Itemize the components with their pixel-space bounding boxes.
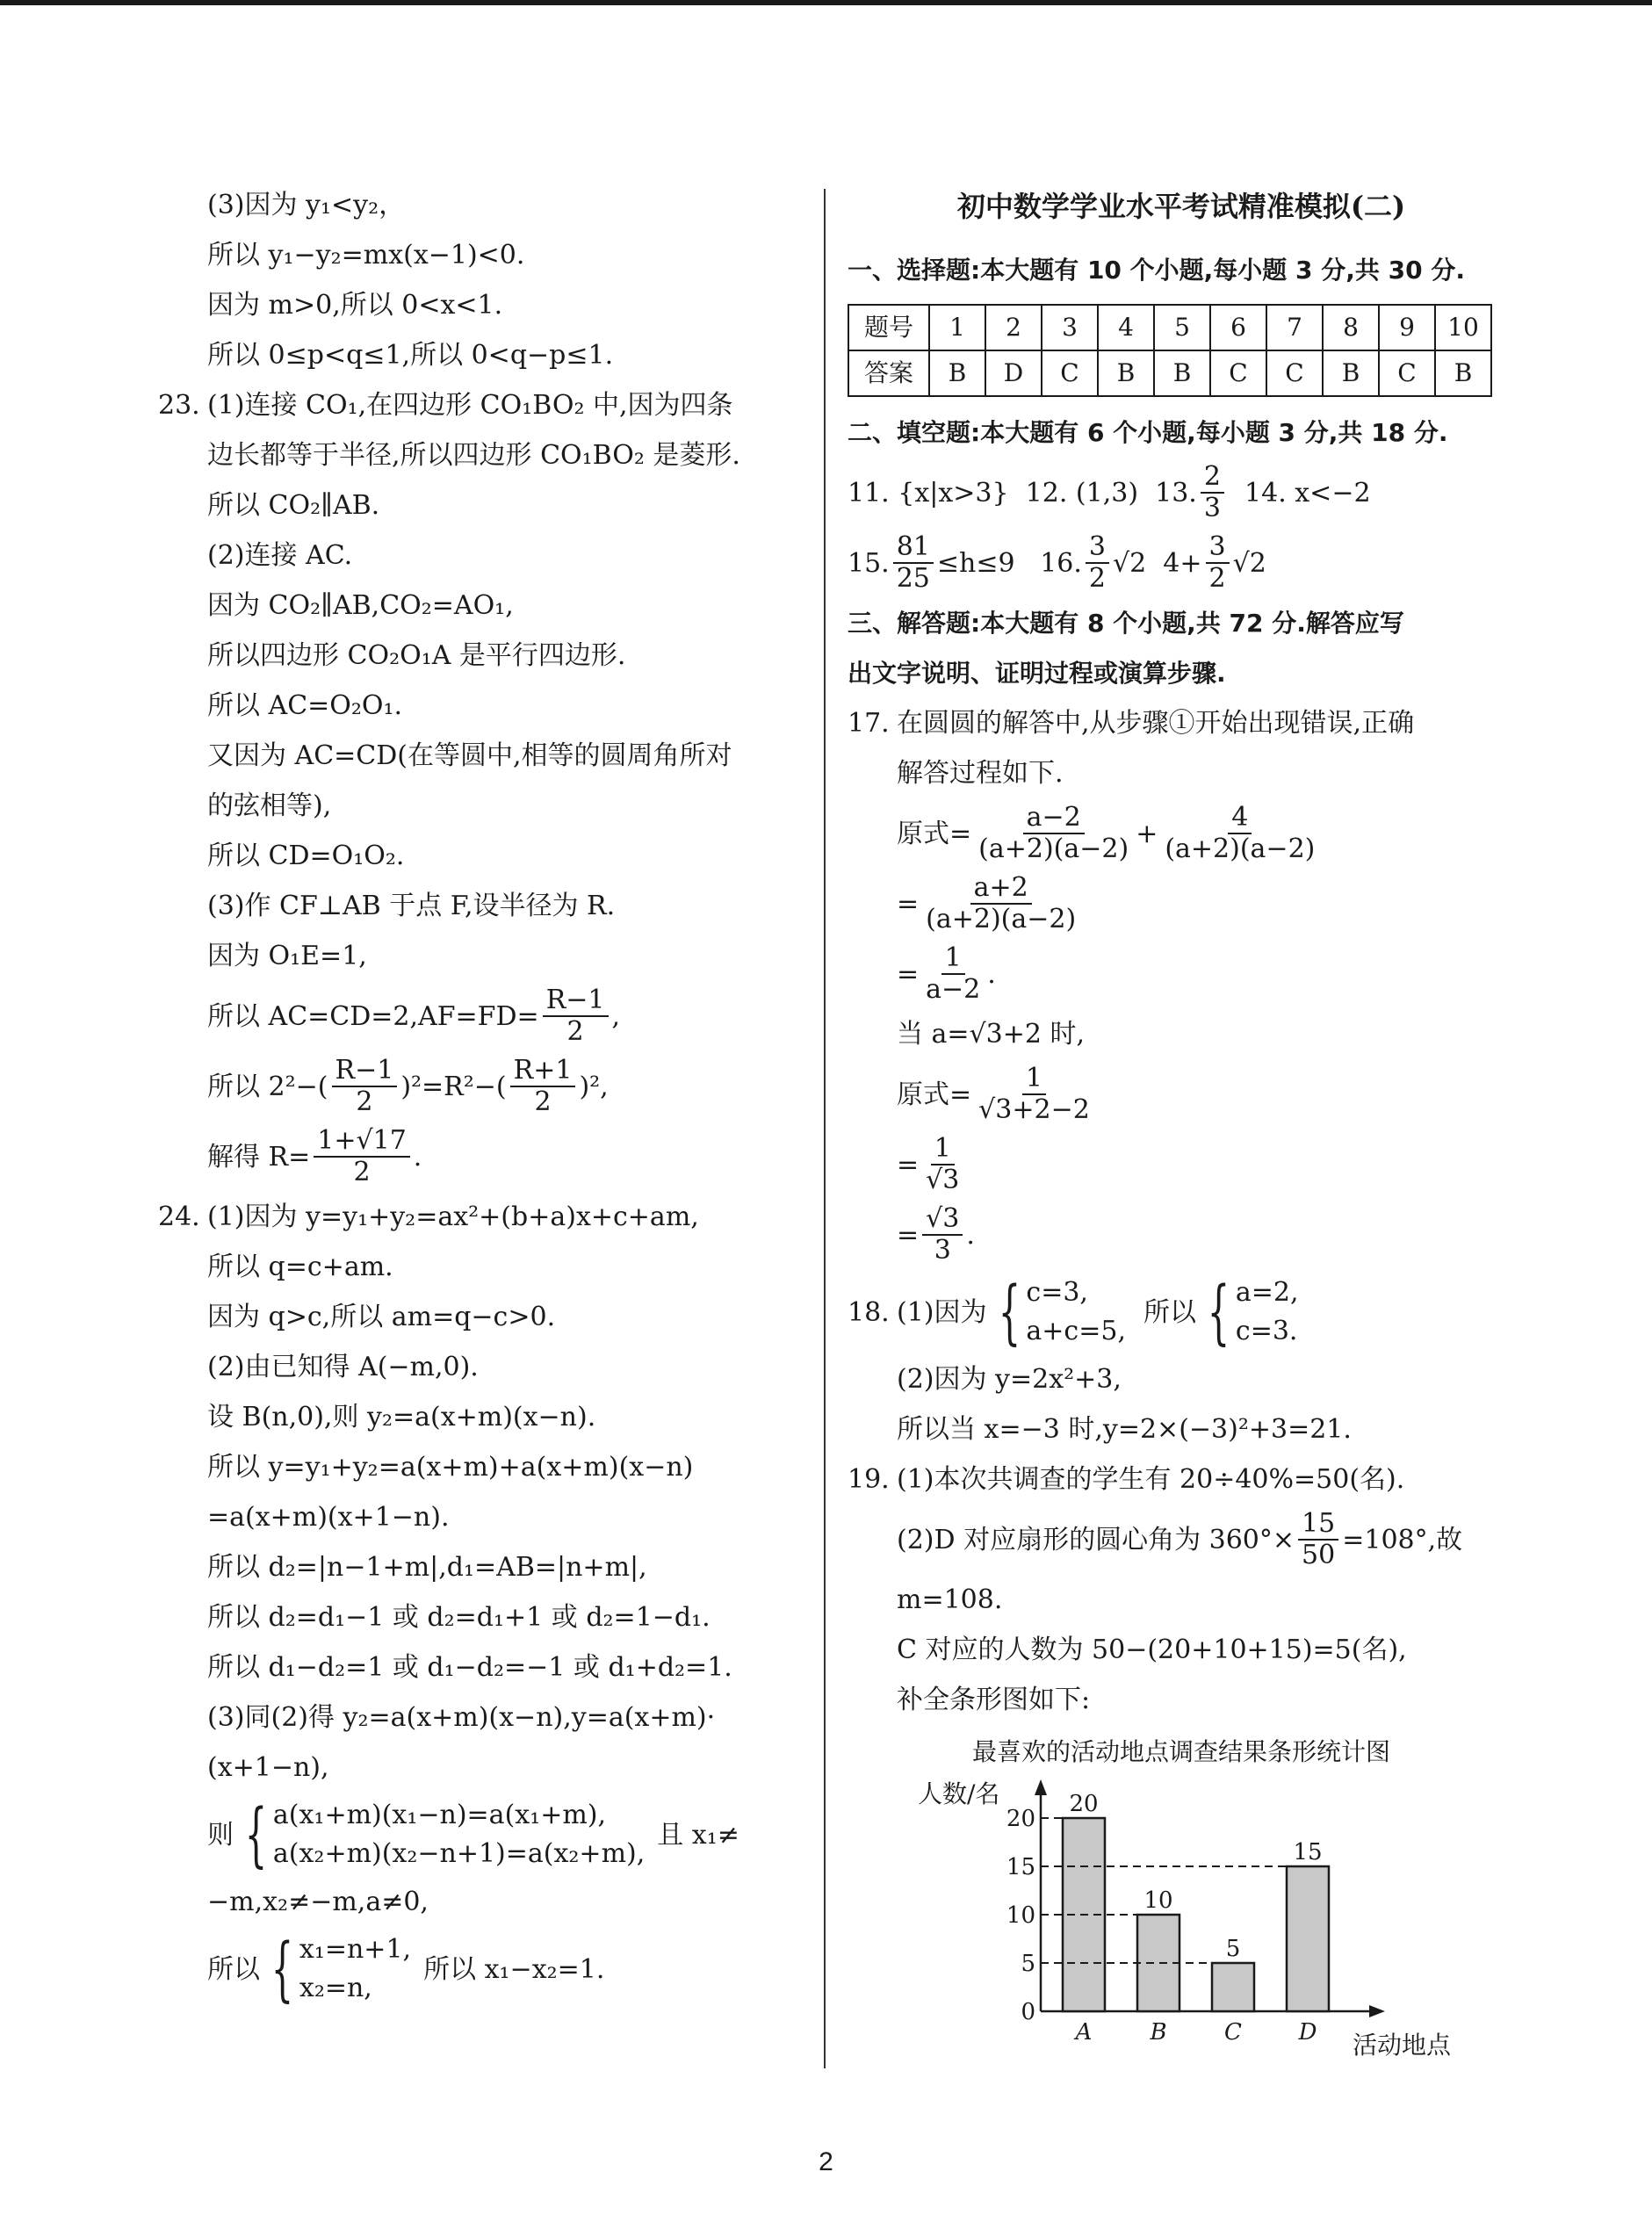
text-line: (3)作 CF⊥AB 于点 F,设半径为 R.: [207, 891, 616, 921]
answer-11: 11. {x|x>3}: [848, 477, 1009, 509]
y-tick-label: 5: [1021, 1951, 1035, 1977]
numerator: 1: [941, 943, 965, 975]
fraction: [975, 1064, 1093, 1125]
text: .: [987, 958, 996, 990]
numerator: 1: [931, 1134, 955, 1165]
text-line: 解答过程如下.: [897, 758, 1064, 789]
question-number: 18.: [848, 1296, 890, 1328]
table-row: [848, 350, 1491, 396]
text-line: 解得 R=: [207, 1141, 311, 1173]
numerator: R+1: [510, 1056, 576, 1087]
text-line: 所以当 x=−3 时,y=2×(−3)²+3=21.: [897, 1414, 1352, 1445]
table-cell: C: [1266, 350, 1323, 396]
fraction: [1201, 462, 1224, 523]
denominator: (a+2)(a−2): [978, 833, 1129, 864]
text-line: =a(x+m)(x+1−n).: [207, 1502, 450, 1533]
text-line: 且 x₁≠: [657, 1819, 739, 1851]
y-tick-label: 20: [1006, 1806, 1035, 1832]
equation-system: { a(x₁+m)(x₁−n)=a(x₁+m), a(x₂+m)(x₂−n+1)=a(x₂+m),: [244, 1793, 646, 1875]
text-line: (2)由已知得 A(−m,0).: [207, 1352, 479, 1382]
fraction: [922, 873, 1079, 934]
numerator: R−1: [332, 1056, 398, 1087]
formula-line: [158, 1122, 808, 1192]
fraction: [893, 532, 934, 594]
text: +: [1136, 818, 1158, 849]
top-border: [0, 0, 1652, 5]
bar-chart: [848, 1774, 1462, 2064]
text-line: 所以四边形 CO₂O₁A 是平行四边形.: [207, 640, 626, 671]
formula-line: [848, 798, 1515, 869]
right-column: [848, 180, 1515, 2064]
text-line: 所以 2²−(: [207, 1071, 328, 1102]
text: (1)因为: [897, 1296, 987, 1328]
equation: a=2,: [1235, 1277, 1299, 1308]
text-line: (1)因为 y=y₁+y₂=ax²+(b+a)x+c+am,: [207, 1201, 699, 1232]
table-cell: 3: [1042, 305, 1098, 350]
numerator: 2: [1201, 462, 1224, 494]
text: 原式=: [897, 1079, 972, 1110]
denominator: 50: [1302, 1540, 1336, 1570]
numerator: 15: [1298, 1509, 1338, 1541]
fraction: [314, 1126, 410, 1187]
category-label: A: [1075, 2019, 1093, 2046]
text-line: 当 a=√3+2 时,: [897, 1019, 1086, 1050]
denominator: 2: [1208, 563, 1226, 594]
text-line: )²=R²−(: [400, 1071, 507, 1102]
y-tick-label: 15: [1006, 1854, 1035, 1880]
fraction: [543, 985, 609, 1047]
table-cell: 2: [985, 305, 1042, 350]
text-line: m=108.: [897, 1584, 1003, 1615]
table-cell: 6: [1210, 305, 1266, 350]
formula-line: [848, 869, 1515, 939]
table-cell: 10: [1435, 305, 1491, 350]
text-line: 因为 m>0,所以 0<x<1.: [207, 290, 503, 321]
denominator: a−2: [926, 974, 981, 1005]
denominator: 2: [534, 1086, 552, 1117]
formula-line: [158, 1051, 808, 1122]
chart-title: 最喜欢的活动地点调查结果条形统计图: [971, 1737, 1390, 1766]
formula-line: 所以 AC=CD=2,AF=FD= $\frac{R-1}{2}$ ,: [207, 985, 621, 1047]
numerator: √3: [922, 1204, 963, 1236]
denominator: 2: [356, 1086, 373, 1117]
data-label: 10: [1143, 1887, 1173, 1914]
text-line: 因为 CO₂∥AB,CO₂=AO₁,: [207, 590, 514, 621]
formula-line: [848, 1129, 1515, 1200]
formula-line: [848, 1505, 1515, 1575]
text: 4+: [1163, 547, 1202, 579]
table-cell: C: [1210, 350, 1266, 396]
equation-system: { x₁=n+1, x₂=n,: [271, 1928, 412, 2010]
text-line: −m,x₂≠−m,a≠0,: [207, 1887, 429, 1917]
text: =: [897, 888, 920, 920]
numerator: a+2: [970, 873, 1032, 905]
page-title: 初中数学学业水平考试精准模拟(二): [956, 190, 1406, 223]
table-cell: C: [1042, 350, 1098, 396]
fraction: [922, 1204, 963, 1266]
table-cell: B: [929, 350, 985, 396]
numerator: 81: [893, 532, 934, 564]
fill-answers-row2: [848, 528, 1515, 598]
text-line: 在圆圆的解答中,从步骤①开始出现错误,正确: [897, 708, 1415, 739]
text-line: 边长都等于半径,所以四边形 CO₁BO₂ 是菱形.: [207, 440, 740, 471]
denominator: 3: [934, 1235, 951, 1266]
denominator: √3+2−2: [978, 1094, 1090, 1125]
equation: x₂=n,: [299, 1973, 372, 2003]
period: .: [413, 1141, 422, 1173]
fraction: [1298, 1509, 1338, 1570]
text: .: [966, 1219, 975, 1251]
numerator: a−2: [1023, 803, 1085, 834]
table-cell: D: [985, 350, 1042, 396]
bar: [1287, 1866, 1329, 2011]
answer-14: 14. x<−2: [1244, 477, 1371, 509]
text: =108°,故: [1342, 1524, 1463, 1555]
page-number: 2: [819, 2147, 833, 2176]
denominator: 2: [566, 1016, 584, 1047]
category-label: C: [1224, 2019, 1242, 2046]
denominator: (a+2)(a−2): [926, 904, 1077, 934]
text-line: 所以 AC=CD=2,AF=FD=: [207, 1000, 539, 1032]
text-line: 所以: [207, 1953, 260, 1985]
text-line: (1)连接 CO₁,在四边形 CO₁BO₂ 中,因为四条: [207, 390, 733, 421]
text-line: 所以 q=c+am.: [207, 1252, 393, 1282]
answer-15: 15.: [848, 547, 890, 579]
question-19-start: [848, 1454, 1515, 1505]
column-divider: [824, 189, 826, 2068]
numerator: 3: [1086, 532, 1109, 564]
text-line: )²,: [579, 1071, 609, 1102]
question-18-start: [848, 1270, 1515, 1354]
text-line: (1)本次共调查的学生有 20÷40%=50(名).: [897, 1464, 1405, 1495]
y-axis-arrow: [1035, 1779, 1047, 1795]
text-line: 所以 CO₂∥AB.: [207, 490, 380, 521]
denominator: √3: [926, 1165, 960, 1195]
text-line: C 对应的人数为 50−(20+10+15)=5(名),: [897, 1634, 1407, 1665]
text-line: 所以 d₂=|n−1+m|,d₁=AB=|n+m|,: [207, 1552, 647, 1583]
equation: a(x₂+m)(x₂−n+1)=a(x₂+m),: [272, 1838, 646, 1869]
data-label: 5: [1225, 1936, 1241, 1962]
text-line: 则: [207, 1819, 234, 1851]
text-line: 因为 q>c,所以 am=q−c>0.: [207, 1302, 556, 1332]
answer-16: 16.: [1040, 547, 1082, 579]
text-line: 因为 O₁E=1,: [207, 941, 367, 971]
text-line: (3)因为 y₁<y₂，: [207, 190, 406, 220]
fraction: [1206, 532, 1230, 594]
table-cell: B: [1098, 350, 1154, 396]
text: 原式=: [897, 818, 972, 849]
section-heading: 出文字说明、证明过程或演算步骤.: [848, 659, 1226, 688]
category-label: B: [1150, 2019, 1167, 2046]
table-cell: 7: [1266, 305, 1323, 350]
equation: x₁=n+1,: [299, 1934, 412, 1965]
bar: [1212, 1963, 1254, 2011]
x-axis-arrow: [1369, 2005, 1385, 2017]
question-24-start: [158, 1192, 808, 1242]
question-number: 19.: [848, 1464, 890, 1495]
section-heading: 三、解答题:本大题有 8 个小题,共 72 分.解答应写: [848, 609, 1404, 638]
text: (2)D 对应扇形的圆心角为 360°×: [897, 1524, 1295, 1555]
numerator: 1+√17: [314, 1126, 410, 1158]
text: 所以: [1143, 1296, 1196, 1328]
question-number: 17.: [848, 708, 890, 739]
equation: a(x₁+m)(x₁−n)=a(x₁+m),: [272, 1800, 607, 1830]
text-line: 又因为 AC=CD(在等圆中,相等的圆周角所对: [207, 740, 732, 771]
denominator: 3: [1203, 493, 1221, 523]
table-header: 答案: [848, 350, 929, 396]
text-line: 补全条形图如下:: [897, 1685, 1091, 1715]
numerator: 1: [1022, 1064, 1046, 1095]
answer-13: 13.: [1155, 477, 1197, 509]
numerator: 4: [1228, 803, 1252, 834]
section-heading: 一、选择题:本大题有 10 个小题,每小题 3 分,共 30 分.: [848, 256, 1466, 285]
table-cell: C: [1379, 350, 1435, 396]
question-number: 23.: [158, 390, 200, 421]
table-cell: 5: [1154, 305, 1210, 350]
data-label: 15: [1293, 1839, 1323, 1865]
fraction: [510, 1056, 576, 1117]
system-line: [158, 1927, 808, 2011]
numerator: 3: [1206, 532, 1230, 564]
fraction: [1086, 532, 1109, 594]
x-axis-label: 活动地点: [1353, 2031, 1452, 2060]
y-tick-label: 0: [1021, 1999, 1035, 2025]
text: =: [897, 1219, 920, 1251]
fraction: [922, 1134, 963, 1195]
data-label: 20: [1069, 1791, 1099, 1817]
formula-line: [848, 1059, 1515, 1129]
answer-table: [848, 304, 1492, 397]
text-line: 所以 AC=O₂O₁.: [207, 690, 403, 721]
y-tick-label: 10: [1006, 1902, 1035, 1929]
text-line: (3)同(2)得 y₂=a(x+m)(x−n),y=a(x+m)·: [207, 1702, 716, 1733]
y-axis-label: 人数/名: [918, 1779, 1000, 1808]
fraction: [332, 1056, 398, 1117]
table-cell: B: [1154, 350, 1210, 396]
text: √2: [1113, 547, 1147, 579]
table-header: 题号: [848, 305, 929, 350]
question-23-start: [158, 380, 808, 430]
table-cell: 4: [1098, 305, 1154, 350]
question-number: 24.: [158, 1201, 200, 1232]
denominator: 2: [353, 1157, 371, 1187]
denominator: 25: [896, 563, 930, 594]
table-cell: B: [1323, 350, 1379, 396]
table-cell: B: [1435, 350, 1491, 396]
fraction: [922, 943, 984, 1005]
text-line: 设 B(n,0),则 y₂=a(x+m)(x−n).: [207, 1402, 596, 1432]
equation: c=3.: [1235, 1316, 1298, 1346]
text: =: [897, 958, 920, 990]
category-label: D: [1298, 2019, 1317, 2046]
text-line: 所以 d₂=d₁−1 或 d₂=d₁+1 或 d₂=1−d₁.: [207, 1602, 711, 1633]
answer-12: 12. (1,3): [1025, 477, 1139, 509]
text-line: 所以 y₁−y₂=mx(x−1)<0.: [207, 240, 525, 271]
left-column: [158, 180, 808, 2011]
text: =: [897, 1149, 920, 1180]
fraction: [1161, 803, 1318, 864]
fill-answers-row1: [848, 458, 1515, 528]
table-cell: 8: [1323, 305, 1379, 350]
formula-line: [848, 1200, 1515, 1270]
text-line: 所以 CD=O₁O₂.: [207, 841, 405, 871]
formula-line: [848, 939, 1515, 1009]
table-cell: 9: [1379, 305, 1435, 350]
denominator: (a+2)(a−2): [1165, 833, 1316, 864]
denominator: 2: [1088, 563, 1107, 594]
table-cell: 1: [929, 305, 985, 350]
text-line: 所以 y=y₁+y₂=a(x+m)+a(x+m)(x−n): [207, 1452, 694, 1483]
equation: a+c=5,: [1026, 1316, 1126, 1346]
text-line: 的弦相等),: [207, 790, 332, 821]
numerator: R−1: [543, 985, 609, 1017]
text-line: 所以 x₁−x₂=1.: [423, 1953, 605, 1985]
text: ≤h≤9: [936, 547, 1015, 579]
table-row: [848, 305, 1491, 350]
text-line: (2)连接 AC.: [207, 540, 353, 571]
equation: c=3,: [1026, 1277, 1088, 1308]
text-line: 所以 0≤p<q≤1,所以 0<q−p≤1.: [207, 340, 614, 371]
fraction: [975, 803, 1132, 864]
text-line: 所以 d₁−d₂=1 或 d₁−d₂=−1 或 d₁+d₂=1.: [207, 1652, 732, 1683]
text-line: (2)因为 y=2x²+3,: [897, 1364, 1122, 1395]
equation-system: { c=3, a+c=5,: [998, 1271, 1126, 1353]
text-line: (x+1−n),: [207, 1752, 329, 1783]
equation-system: { a=2, c=3.: [1207, 1271, 1299, 1353]
section-heading: 二、填空题:本大题有 6 个小题,每小题 3 分,共 18 分.: [848, 418, 1448, 447]
text: √2: [1232, 547, 1266, 579]
question-17-start: [848, 698, 1515, 748]
system-line: [158, 1793, 808, 1877]
